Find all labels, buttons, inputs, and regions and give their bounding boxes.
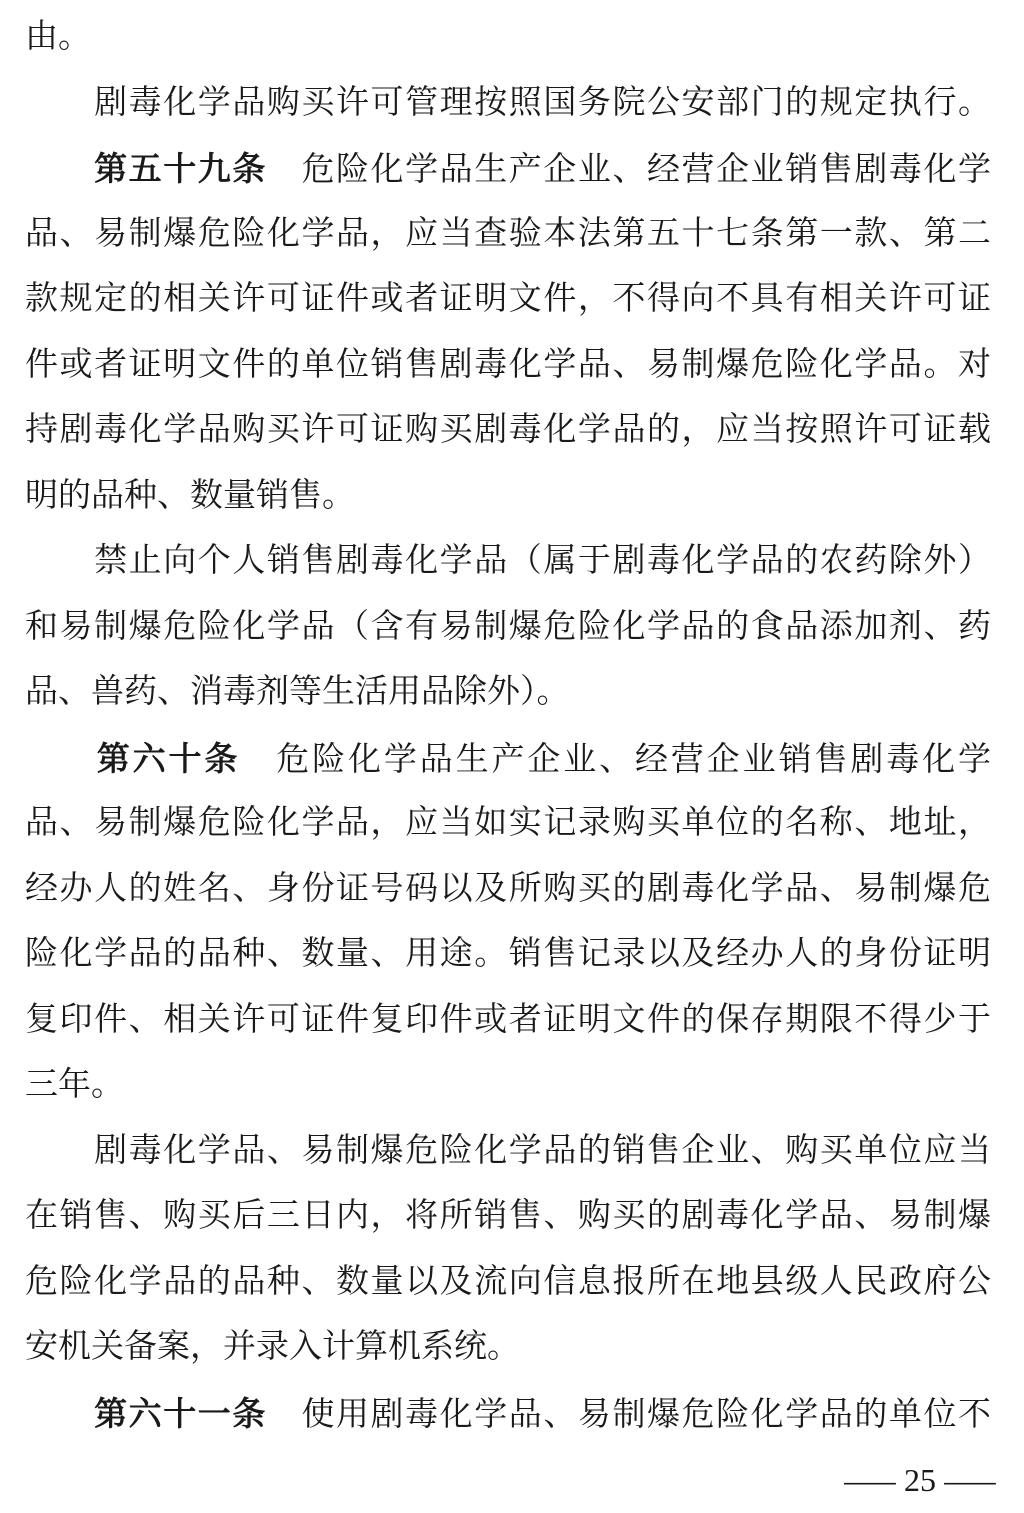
text-line <box>25 202 991 268</box>
text-line <box>25 1184 991 1250</box>
line-text: 险化学品的品种、数量、用途。销售记录以及经办人的身份证明 <box>25 936 991 972</box>
text-line <box>25 595 991 661</box>
page-number: 25 <box>904 1462 936 1498</box>
line-text: 复印件、相关许可证件复印件或者证明文件的保存期限不得少于 <box>25 1001 991 1038</box>
line-text: 品、兽药、消毒剂等生活用品除外）。 <box>25 674 570 710</box>
text-line <box>25 1119 991 1185</box>
text-line <box>25 660 991 726</box>
text-line <box>25 398 991 464</box>
article-59-heading-line <box>25 136 991 202</box>
article-number: 第五十九条 <box>25 150 267 187</box>
text-line <box>25 1315 991 1381</box>
text-line <box>25 267 991 333</box>
text-line <box>25 791 991 857</box>
article-61-heading-line <box>25 1381 991 1447</box>
text-line <box>25 922 991 988</box>
line-text: 剧毒化学品、易制爆危险化学品的销售企业、购买单位应当 <box>25 1132 991 1169</box>
line-text: 品、易制爆危险化学品，应当如实记录购买单位的名称、地址， <box>25 805 991 841</box>
text-line <box>25 857 991 923</box>
text-line <box>25 333 991 399</box>
text-line <box>25 71 991 137</box>
line-text: 经办人的姓名、身份证号码以及所购买的剧毒化学品、易制爆危 <box>25 870 991 907</box>
line-text: 禁止向个人销售剧毒化学品（属于剧毒化学品的农药除外） <box>25 543 991 579</box>
article-60-heading-line <box>25 726 991 792</box>
line-text: 和易制爆危险化学品（含有易制爆危险化学品的食品添加剂、药 <box>25 608 991 645</box>
page-footer <box>844 1462 996 1498</box>
line-text: 明的品种、数量销售。 <box>25 477 355 514</box>
line-text: 危险化学品生产企业、经营企业销售剧毒化学 <box>240 741 992 778</box>
line-text: 品、易制爆危险化学品，应当查验本法第五十七条第一款、第二 <box>25 215 991 252</box>
text-line <box>25 5 991 71</box>
line-text: 使用剧毒化学品、易制爆危险化学品的单位不 <box>266 1396 992 1433</box>
line-text: 安机关备案，并录入计算机系统。 <box>25 1329 520 1365</box>
text-line <box>25 464 991 530</box>
line-text: 三年。 <box>25 1067 124 1103</box>
footer-dash-right: — <box>944 1462 996 1498</box>
line-text: 件或者证明文件的单位销售剧毒化学品、易制爆危险化学品。对 <box>25 346 991 383</box>
line-text: 危险化学品生产企业、经营企业销售剧毒化学 <box>266 152 992 188</box>
line-text: 危险化学品的品种、数量以及流向信息报所在地县级人民政府公 <box>25 1263 991 1300</box>
line-text: 剧毒化学品购买许可管理按照国务院公安部门的规定执行。 <box>25 84 991 121</box>
article-number: 第六十条 <box>25 739 241 777</box>
line-text: 持剧毒化学品购买许可证购买剧毒化学品的，应当按照许可证载 <box>25 412 991 448</box>
line-text: 在销售、购买后三日内，将所销售、购买的剧毒化学品、易制爆 <box>25 1198 991 1234</box>
line-text: 款规定的相关许可证件或者证明文件，不得向不具有相关许可证 <box>25 281 991 317</box>
text-line <box>25 529 991 595</box>
text-line <box>25 1053 991 1119</box>
line-text: 由。 <box>25 19 91 55</box>
text-line <box>25 988 991 1054</box>
article-number: 第六十一条 <box>25 1394 267 1432</box>
text-line <box>25 1250 991 1316</box>
footer-dash-left: — <box>844 1462 896 1498</box>
